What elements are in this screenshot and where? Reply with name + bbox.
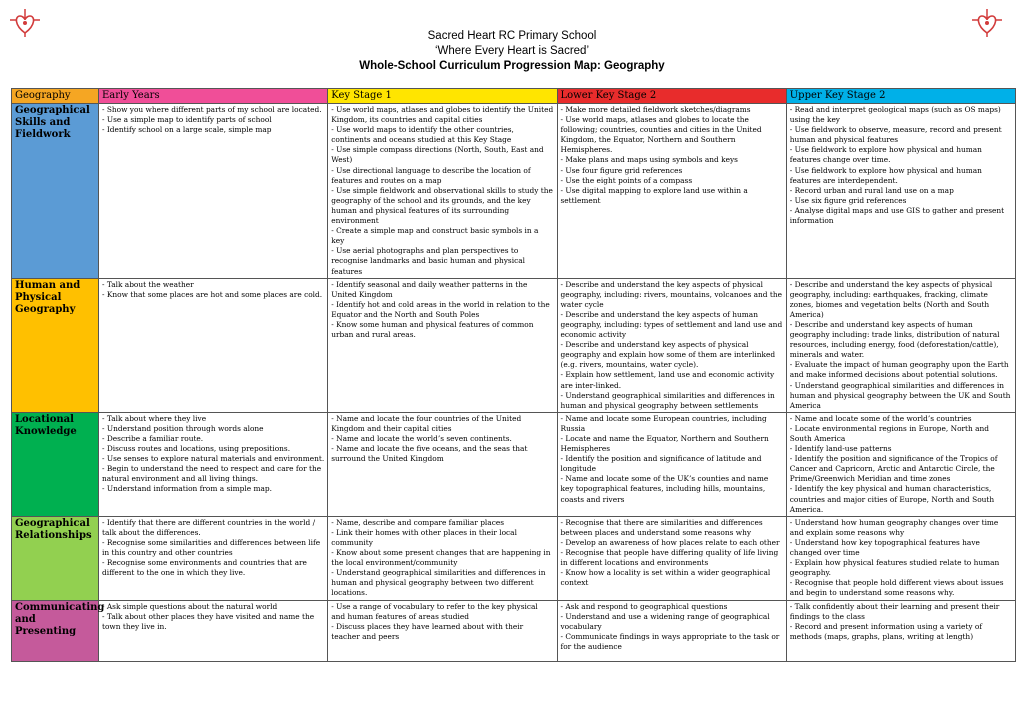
objective-item: - Use fieldwork to observe, measure, record and present human and physical features (789, 125, 1002, 145)
objective-item: - Use six figure grid references (789, 195, 907, 205)
objective-item: - Identify school on a large scale, simple map (102, 125, 272, 135)
objective-item: - Explain how settlement, land use and economic activity are inter-linked. (560, 370, 775, 390)
objective-item: - Identify seasonal and daily weather patterns in the United Kingdom (331, 279, 528, 299)
school-motto: ‘Where Every Heart is Sacred’ (434, 45, 590, 57)
header-row (12, 89, 1016, 104)
row-label-geographical-relationships: Geographical Relationships (12, 516, 99, 600)
objective-item: - Discuss places they have learned about with their teacher and peers (331, 621, 524, 641)
objective-list (102, 280, 324, 300)
objective-list (790, 414, 1012, 515)
objective-item: - Talk about where they live (102, 413, 207, 423)
cell-locational-knowledge-key-stage-1 (328, 412, 557, 516)
objective-item: - Understand how human geography changes over time and explain some reasons why (789, 517, 999, 537)
objective-item: - Use digital mapping to explore land use within a settlement (560, 185, 748, 205)
cell-communicating-presenting-early-years (99, 600, 328, 661)
cell-human-physical-lower-ks2 (557, 278, 786, 412)
objective-item: - Discuss routes and locations, using prepositions. (102, 444, 291, 454)
objective-list (561, 280, 783, 411)
objective-item: - Ask and respond to geographical questions (560, 601, 728, 611)
document-title: Whole-School Curriculum Progression Map: Geography (359, 60, 665, 72)
objective-item: - Locate and name the Equator, Northern and Southern Hemispheres (560, 434, 769, 454)
objective-item: - Use fieldwork to explore how physical and human features change over time. (789, 145, 982, 165)
header-upper-key-stage-2: Upper Key Stage 2 (786, 89, 1015, 104)
progression-map-table (11, 88, 1016, 662)
objective-item: - Talk about other places they have visited and name the town they live in. (102, 611, 315, 631)
table-row (12, 104, 1016, 279)
objective-item: - Use world maps, atlases and globes to identify the United Kingdom, its countries and capital cities (331, 105, 554, 125)
objective-list (331, 105, 553, 277)
objective-item: - Understand how key topographical features have changed over time (789, 537, 980, 558)
objective-item: - Understand position through words alone (102, 423, 264, 433)
objective-item: - Describe and understand the key aspects of physical geography, including: rivers, mountains, volcanoes and the water cycle (560, 279, 782, 309)
objective-item: - Use directional language to describe the location of features and routes on a map (331, 165, 531, 185)
objective-list (790, 518, 1012, 599)
table-row (12, 278, 1016, 412)
school-name: Sacred Heart RC Primary School (427, 30, 597, 42)
objective-item: - Use aerial photographs and plan perspectives to recognise landmarks and basic human and physical features (331, 246, 525, 276)
objective-list (102, 414, 324, 495)
objective-item: - Use simple compass directions (North, South, East and West) (331, 145, 544, 165)
objective-item: - Ask simple questions about the natural world (102, 601, 278, 611)
objective-item: - Show you where different parts of my school are located. (102, 105, 322, 114)
cell-skills-fieldwork-early-years (99, 104, 328, 279)
objective-item: - Record and present information using a variety of methods (maps, graphs, plans, writing at length) (789, 621, 983, 641)
objective-item: - Name and locate some of the world’s countries (789, 413, 972, 423)
objective-item: - Name and locate the five oceans, and the seas that surround the United Kingdom (331, 444, 528, 464)
objective-item: - Develop an awareness of how places relate to each other (560, 537, 780, 547)
objective-item: - Identify land-use patterns (789, 444, 892, 454)
cell-communicating-presenting-lower-ks2 (557, 600, 786, 661)
row-label-locational-knowledge: Locational Knowledge (12, 412, 99, 516)
objective-item: - Identify the position and significance of latitude and longitude (560, 454, 762, 474)
objective-list (331, 414, 553, 464)
objective-list (102, 105, 324, 135)
objective-item: - Identify hot and cold areas in the world in relation to the Equator and the North and South Poles (331, 299, 550, 319)
objective-item: - Name and locate the four countries of the United Kingdom and their capital cities (331, 413, 522, 433)
objective-list (561, 414, 783, 505)
objective-item: - Explain how physical features studied relate to human geography. (789, 558, 1000, 578)
objective-item: - Use the eight points of a compass (560, 175, 693, 185)
objective-item: - Know that some places are hot and some places are cold. (102, 289, 323, 299)
objective-item: - Know about some present changes that are happening in the local environment/community (331, 548, 551, 568)
objective-item: - Analyse digital maps and use GIS to gather and present information (789, 205, 1005, 226)
objective-item: - Use world maps to identify the other countries, continents and oceans studied at this Key Stage (331, 125, 514, 145)
row-label-communicating-presenting: Communicating and Presenting (12, 600, 99, 661)
header-geography: Geography (12, 89, 99, 104)
objective-item: - Recognise some similarities and differences between life in this country and other countries (102, 537, 321, 558)
cell-skills-fieldwork-lower-ks2 (557, 104, 786, 279)
objective-item: - Identify the position and significance of the Tropics of Cancer and Capricorn, Arctic and Antarctic Circle, the Prime/Greenwich Meridian and time zones (789, 454, 998, 484)
objective-list (790, 105, 1012, 226)
cell-communicating-presenting-key-stage-1 (328, 600, 557, 661)
objective-item: - Understand geographical similarities and differences in human and physical geography between the UK and South America (789, 380, 1011, 410)
objective-item: - Make plans and maps using symbols and keys (560, 155, 738, 165)
header-key-stage-1: Key Stage 1 (328, 89, 557, 104)
objective-item: - Begin to understand the need to respect and care for the natural environment and all living things. (102, 464, 322, 484)
cell-communicating-presenting-upper-ks2 (786, 600, 1015, 661)
objective-list (561, 518, 783, 589)
objective-item: - Use senses to explore natural materials and environment. (102, 454, 325, 464)
objective-item: - Use world maps, atlases and globes to locate the following; countries, counties and cities in the United Kingdom, the Equator, Northern and Southern Hemispheres. (560, 115, 762, 155)
objective-item: - Understand information from a simple map. (102, 484, 272, 494)
objective-item: - Record urban and rural land use on a map (789, 185, 954, 195)
objective-item: - Recognise some environments and countries that are different to the one in which they live. (102, 558, 307, 578)
cell-geographical-relationships-lower-ks2 (557, 516, 786, 600)
objective-item: - Link their homes with other places in their local community (331, 527, 517, 547)
objective-item: - Recognise that people have differing quality of life living in different locations and environments (560, 548, 779, 568)
objective-list (561, 105, 783, 206)
objective-item: - Use four figure grid references (560, 165, 683, 175)
objective-list (790, 602, 1012, 642)
cell-locational-knowledge-upper-ks2 (786, 412, 1015, 516)
objective-item: - Use fieldwork to explore how physical and human features are interdependent. (789, 165, 982, 185)
objective-item: - Know how a locality is set within a wider geographical context (560, 568, 771, 588)
objective-list (102, 518, 324, 579)
cell-geographical-relationships-key-stage-1 (328, 516, 557, 600)
table-row (12, 600, 1016, 661)
objective-item: - Use simple fieldwork and observational skills to study the geography of the school and its grounds, and the key human and physical features of its surrounding environment (331, 185, 553, 226)
objective-item: - Understand geographical similarities and differences in human and physical geography between settlements (560, 390, 775, 410)
objective-item: - Describe and understand key aspects of physical geography and explain how some of them are interlinked (e.g. rivers, mountains, water cycle). (560, 340, 776, 370)
cell-skills-fieldwork-key-stage-1 (328, 104, 557, 279)
row-label-human-physical: Human and Physical Geography (12, 278, 99, 412)
objective-list (331, 602, 553, 642)
objective-item: - Recognise that there are similarities and differences between places and understand some reasons why (560, 517, 763, 537)
cell-human-physical-early-years (99, 278, 328, 412)
objective-item: - Name, describe and compare familiar places (331, 517, 505, 527)
objective-list (331, 518, 553, 599)
objective-item: - Understand geographical similarities and differences in human and physical geography between two different locations. (331, 568, 546, 598)
objective-item: - Talk about the weather (102, 279, 194, 289)
table-row (12, 516, 1016, 600)
cell-geographical-relationships-upper-ks2 (786, 516, 1015, 600)
header-early-years: Early Years (99, 89, 328, 104)
document-header (0, 29, 1024, 74)
objective-item: - Use a simple map to identify parts of school (102, 115, 272, 125)
objective-item: - Name and locate some European countries, including Russia (560, 413, 767, 433)
table-row (12, 412, 1016, 516)
cell-geographical-relationships-early-years (99, 516, 328, 600)
objective-item: - Name and locate some of the UK’s counties and name key topographical features, including hills, mountains, coasts and rivers (560, 474, 769, 504)
objective-item: - Name and locate the world’s seven continents. (331, 434, 512, 443)
objective-item: - Locate environmental regions in Europe, North and South America (789, 423, 990, 443)
objective-item: - Understand and use a widening range of geographical vocabulary (560, 611, 770, 631)
objective-list (790, 280, 1012, 411)
objective-item: - Identify that there are different countries in the world / talk about the differences. (102, 517, 316, 537)
objective-item: - Read and interpret geological maps (such as OS maps) using the key (789, 105, 1001, 125)
objective-item: - Make more detailed fieldwork sketches/diagrams (560, 105, 751, 114)
objective-item: - Use a range of vocabulary to refer to the key physical and human features of areas studied (331, 601, 538, 621)
objective-item: - Describe and understand the key aspects of human geography, including: types of settlement and land use and economic activity (560, 309, 783, 340)
objective-list (331, 280, 553, 341)
objective-item: - Evaluate the impact of human geography upon the Earth and make informed decisions about potential solutions. (789, 360, 1009, 380)
objective-item: - Describe and understand the key aspects of physical geography, including: earthquakes, fracking, climate zones, biomes and vegetation belts (North and South America) (789, 279, 993, 319)
cell-skills-fieldwork-upper-ks2 (786, 104, 1015, 279)
cell-locational-knowledge-lower-ks2 (557, 412, 786, 516)
header-lower-key-stage-2: Lower Key Stage 2 (557, 89, 786, 104)
objective-item: - Create a simple map and construct basic symbols in a key (331, 226, 539, 246)
objective-item: - Identify the key physical and human characteristics, countries and major cities of Europe, North and South America. (789, 484, 995, 514)
objective-item: - Describe a familiar route. (102, 434, 204, 443)
objective-item: - Know some human and physical features of common urban and rural areas. (331, 319, 534, 340)
objective-list (102, 602, 324, 632)
objective-item: - Talk confidently about their learning and present their findings to the class (789, 601, 1000, 621)
cell-human-physical-upper-ks2 (786, 278, 1015, 412)
objective-item: - Communicate findings in ways appropriate to the task or for the audience (560, 631, 780, 651)
objective-list (561, 602, 783, 652)
objective-item: - Describe and understand key aspects of human geography including: trade links, distribution of natural resources, including energy, food (deforestation/cattle), minerals and water. (789, 319, 1000, 360)
objective-item: - Recognise that people hold different views about issues and begin to understand some reasons why. (789, 578, 1004, 598)
cell-human-physical-key-stage-1 (328, 278, 557, 412)
cell-locational-knowledge-early-years (99, 412, 328, 516)
row-label-skills-fieldwork: Geographical Skills and Fieldwork (12, 104, 99, 279)
